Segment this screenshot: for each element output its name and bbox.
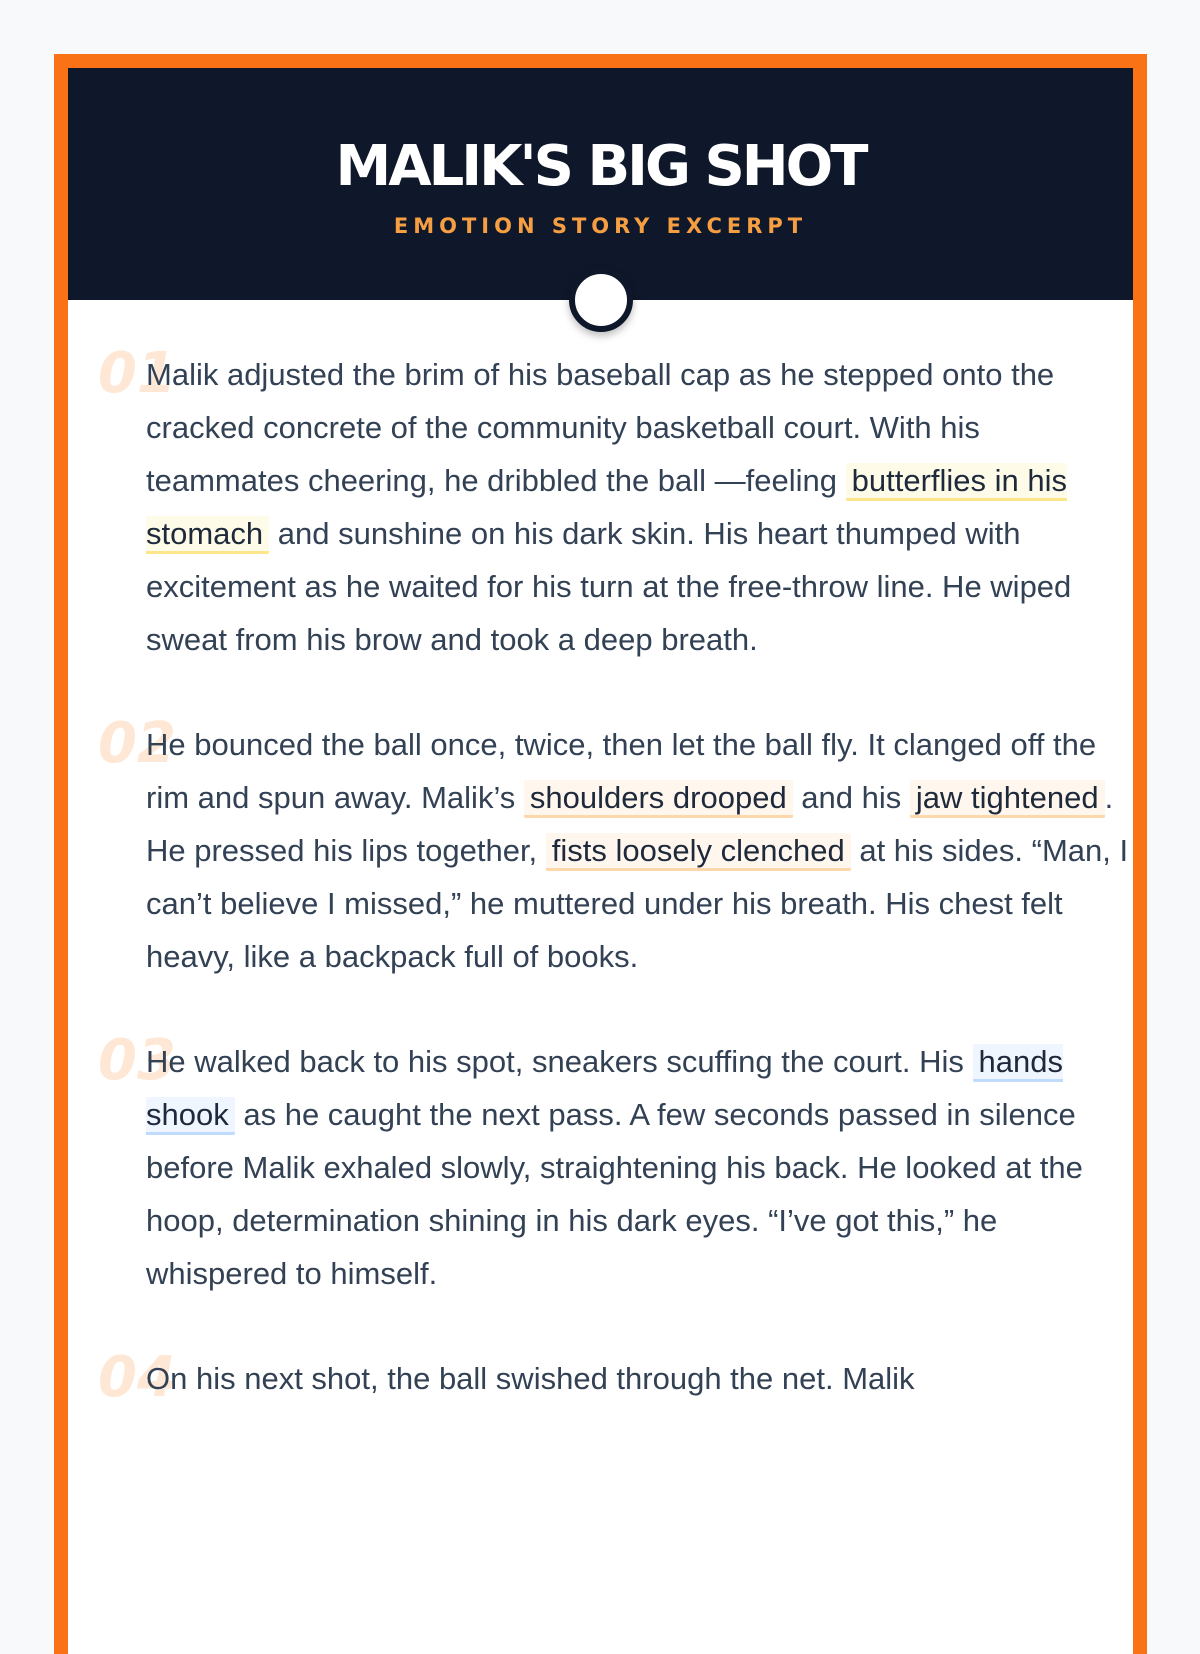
paragraph-number: 04 — [98, 1345, 176, 1410]
story-paragraph — [98, 711, 1131, 983]
story-body — [68, 300, 1131, 1410]
paragraph-text — [146, 727, 1128, 974]
text-segment: and sunshine on his dark skin. His heart thumped with excitement as he waited for his turn at the free-throw line. He wiped sweat from his brow and took a deep breath. — [146, 516, 1072, 657]
paragraph-text — [146, 1361, 915, 1396]
paragraph-number: 02 — [98, 711, 176, 776]
story-card — [54, 54, 1147, 1654]
emotion-highlight: jaw tightened — [910, 780, 1105, 818]
story-paragraph — [98, 341, 1131, 666]
paragraph-number: 03 — [98, 1028, 176, 1093]
emotion-highlight: hands shook — [146, 1044, 1063, 1135]
story-header — [68, 68, 1133, 300]
paragraph-text — [146, 357, 1071, 657]
story-paragraph — [98, 1028, 1131, 1300]
story-title: MALIK'S BIG SHOT — [335, 134, 866, 199]
emotion-highlight: butterflies in his stomach — [146, 463, 1067, 554]
emotion-highlight: shoulders drooped — [524, 780, 793, 818]
text-segment: He bounced the ball once, twice, then let the ball fly. It clanged off the rim and spun away. Malik’s — [146, 727, 1097, 815]
text-segment: On his next shot, the ball swished through the net. Malik — [146, 1361, 915, 1396]
text-segment: at his sides. “Man, I can’t believe I missed,” he muttered under his breath. His chest felt heavy, like a backpack full of books. — [146, 833, 1129, 974]
story-paragraph — [98, 1345, 1131, 1410]
story-subtitle: EMOTION STORY EXCERPT — [393, 214, 808, 238]
text-segment: Malik adjusted the brim of his baseball cap as he stepped onto the cracked concrete of the community basketball court. With his teammates cheering, he dribbled the ball —feeling — [146, 357, 1055, 498]
text-segment: He walked back to his spot, sneakers scuffing the court. His — [146, 1044, 973, 1079]
text-segment: as he caught the next pass. A few seconds passed in silence before Malik exhaled slowly, straightening his back. He looked at the hoop, determination shining in his dark eyes. “I’ve got this,” he whispered to himself. — [146, 1097, 1083, 1291]
paragraph-number: 01 — [98, 341, 176, 406]
text-segment: . He pressed his lips together, — [146, 780, 1114, 868]
text-segment: and his — [792, 780, 910, 815]
paragraph-text — [146, 1044, 1083, 1291]
emotion-highlight: fists loosely clenched — [546, 833, 851, 871]
